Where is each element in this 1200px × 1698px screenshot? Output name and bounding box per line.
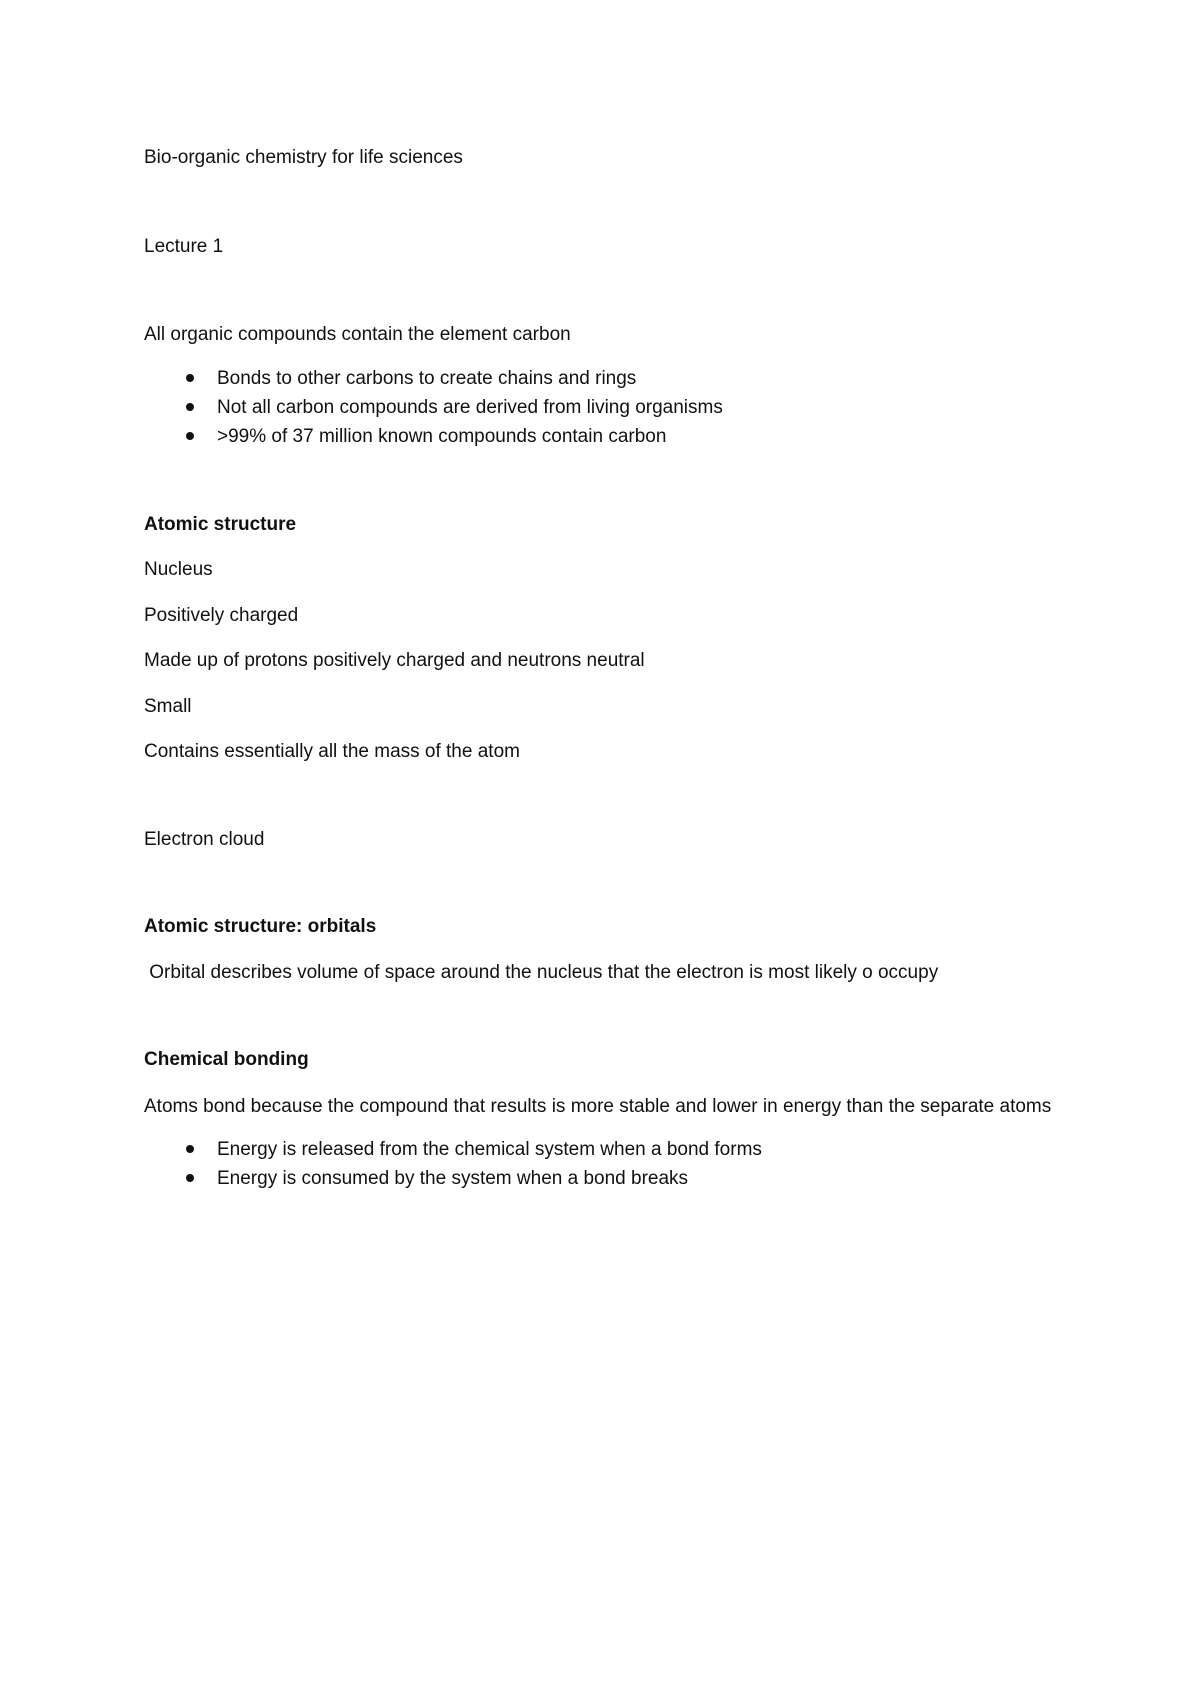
bullet-icon <box>186 1145 194 1153</box>
list-item <box>144 1164 1080 1193</box>
section-heading-orbitals: Atomic structure: orbitals <box>144 916 377 937</box>
list-item <box>144 422 1080 451</box>
spacer <box>144 784 1080 826</box>
orbitals-text: Orbital describes volume of space around the nucleus that the electron is most likely o occupy <box>144 961 939 983</box>
atomic-structure-line: Made up of protons positively charged and neutrons neutral <box>144 650 645 671</box>
list-item-text: Energy is consumed by the system when a bond breaks <box>217 1167 689 1189</box>
electron-cloud-line: Electron cloud <box>144 828 265 850</box>
atomic-structure-line: Nucleus <box>144 559 213 580</box>
atomic-structure-line: Contains essentially all the mass of the atom <box>144 741 520 762</box>
document-title: Bio-organic chemistry for life sciences <box>144 147 463 168</box>
intro-text: All organic compounds contain the element carbon <box>144 324 571 345</box>
section-heading-chemical-bonding: Chemical bonding <box>144 1049 309 1070</box>
list-item-text: Energy is released from the chemical system when a bond forms <box>217 1138 762 1160</box>
bullet-icon <box>186 403 194 411</box>
list-item <box>144 393 1080 422</box>
atomic-structure-line: Positively charged <box>144 604 299 626</box>
list-item <box>144 1135 1080 1164</box>
atomic-structure-line: Small <box>144 695 192 717</box>
bullet-icon <box>186 374 194 382</box>
lecture-label: Lecture 1 <box>144 235 224 257</box>
bullet-icon <box>186 1174 194 1182</box>
list-item <box>144 364 1080 393</box>
spacer <box>144 871 1080 913</box>
spacer <box>144 1004 1080 1046</box>
section-heading-atomic-structure: Atomic structure <box>144 513 297 535</box>
bullet-icon <box>186 432 194 440</box>
list-item-text: Bonds to other carbons to create chains and rings <box>217 367 637 389</box>
bonding-bullet-list <box>144 1135 1080 1193</box>
list-item-text: >99% of 37 million known compounds contain carbon <box>217 425 667 447</box>
list-item-text: Not all carbon compounds are derived from living organisms <box>217 396 723 418</box>
spacer <box>144 451 1080 511</box>
intro-bullet-list <box>144 364 1080 451</box>
bonding-text: Atoms bond because the compound that results is more stable and lower in energy than the separate atoms <box>144 1095 1052 1117</box>
